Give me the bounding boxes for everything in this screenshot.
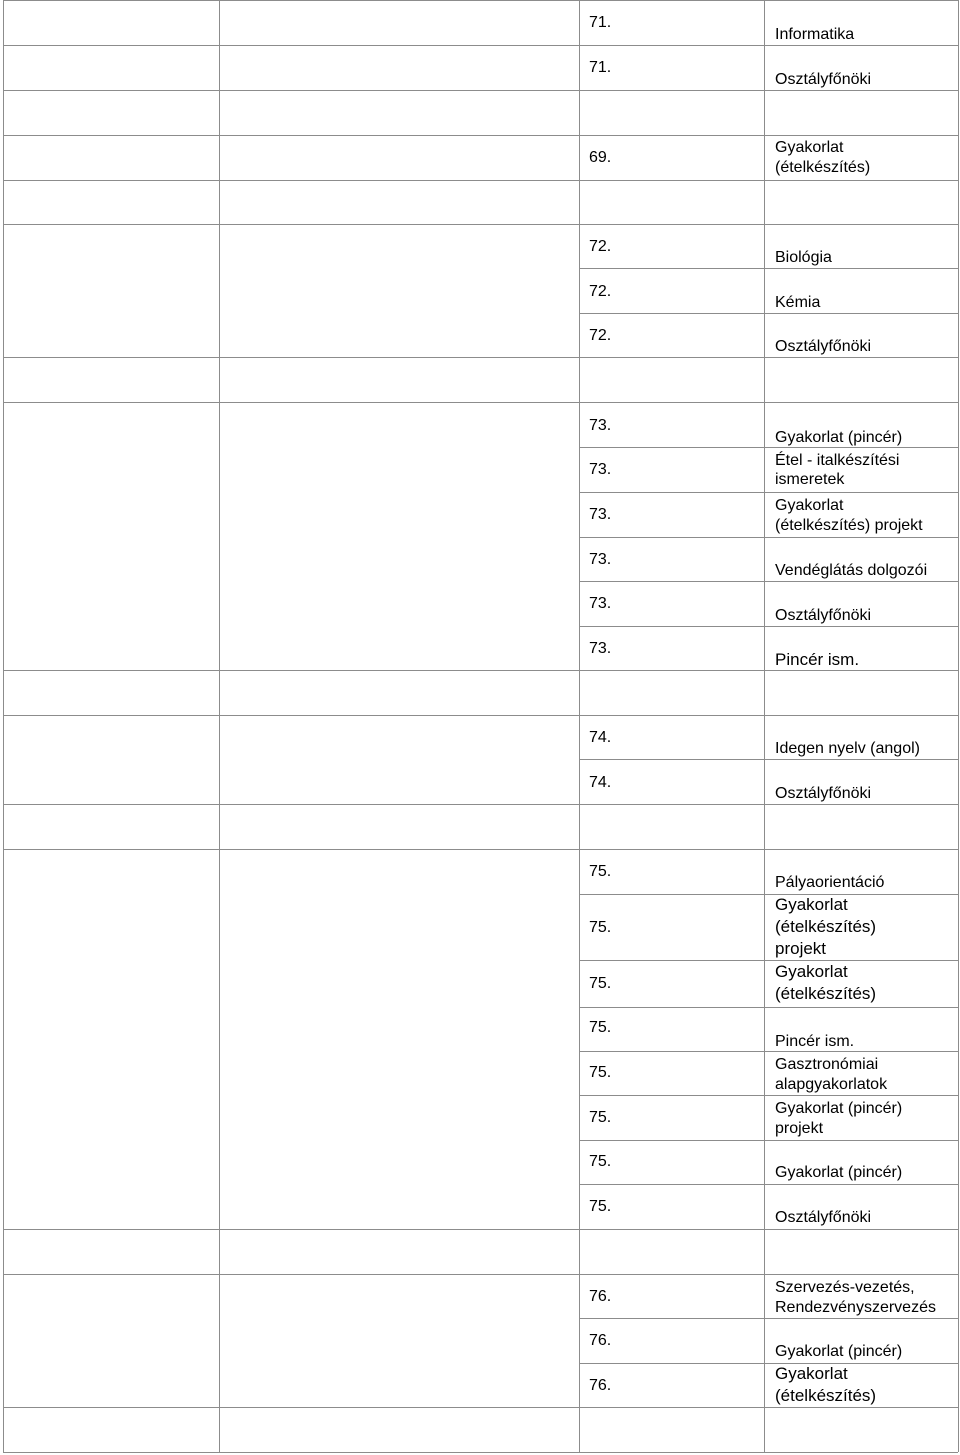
subject-cell: Pincér ism. (775, 1033, 855, 1050)
lesson-number: 73. (589, 506, 612, 523)
lesson-number: 75. (589, 863, 612, 880)
subject-cell: Gyakorlat (pincér) (775, 1343, 903, 1360)
lesson-number: 72. (589, 327, 612, 344)
subject-cell: Osztályfőnöki (775, 71, 872, 88)
subject-cell: Étel - italkészítési ismeretek (775, 452, 900, 488)
row-line (3, 670, 958, 671)
subject-cell: Osztályfőnöki (775, 338, 872, 355)
lesson-number: 73. (589, 640, 612, 657)
column-line (3, 0, 4, 1452)
row-line (579, 1318, 958, 1319)
row-line (3, 1452, 958, 1453)
column-line (219, 0, 220, 1452)
row-line (3, 1407, 958, 1408)
lesson-number: 73. (589, 417, 612, 434)
subject-cell: Pályaorientáció (775, 874, 885, 891)
subject-cell: Gyakorlat (ételkészítés) projekt (775, 497, 923, 534)
lesson-number: 75. (589, 1064, 612, 1081)
subject-cell: Pincér ism. (775, 650, 860, 669)
row-line (579, 759, 958, 760)
row-line (3, 402, 958, 403)
lesson-number: 75. (589, 1198, 612, 1215)
lesson-number: 74. (589, 774, 612, 791)
row-line (3, 1229, 958, 1230)
subject-cell: Osztályfőnöki (775, 1209, 872, 1226)
row-line (3, 90, 958, 91)
lesson-number: 72. (589, 238, 612, 255)
row-line (579, 268, 958, 269)
lesson-number: 71. (589, 14, 612, 31)
row-line (3, 804, 958, 805)
row-line (3, 224, 958, 225)
row-line (579, 1095, 958, 1096)
subject-cell: Vendéglátás dolgozói (775, 562, 928, 579)
schedule-table (3, 0, 958, 1452)
subject-cell: Osztályfőnöki (775, 607, 872, 624)
subject-cell: Gyakorlat (pincér) projekt (775, 1100, 903, 1137)
row-line (579, 894, 958, 895)
lesson-number: 69. (589, 149, 612, 166)
row-line (579, 626, 958, 627)
subject-cell: Kémia (775, 294, 821, 311)
row-line (3, 357, 958, 358)
lesson-number: 73. (589, 551, 612, 568)
lesson-number: 71. (589, 59, 612, 76)
row-line (579, 1007, 958, 1008)
lesson-number: 76. (589, 1288, 612, 1305)
lesson-number: 75. (589, 975, 612, 992)
row-line (3, 45, 958, 46)
lesson-number: 72. (589, 283, 612, 300)
lesson-number: 75. (589, 1019, 612, 1036)
column-line (958, 0, 959, 1452)
subject-cell: Biológia (775, 249, 832, 266)
row-line (3, 849, 958, 850)
row-line (579, 492, 958, 493)
subject-cell: Gyakorlat (ételkészítés) (775, 1364, 877, 1405)
row-line (579, 1051, 958, 1052)
lesson-number: 73. (589, 595, 612, 612)
row-line (579, 581, 958, 582)
subject-cell: Gyakorlat (pincér) (775, 429, 903, 446)
column-line (579, 0, 580, 1452)
row-line (3, 135, 958, 136)
subject-cell: Szervezés-vezetés, Rendezvényszervezés (775, 1279, 936, 1316)
subject-cell: Idegen nyelv (angol) (775, 740, 920, 757)
lesson-number: 75. (589, 919, 612, 936)
column-line (764, 0, 765, 1452)
row-line (579, 1363, 958, 1364)
subject-cell: Gyakorlat (ételkészítés) projekt (775, 895, 877, 958)
row-line (579, 313, 958, 314)
row-line (579, 1140, 958, 1141)
subject-cell: Informatika (775, 26, 855, 43)
row-line (579, 537, 958, 538)
row-line (579, 960, 958, 961)
subject-cell: Gyakorlat (ételkészítés) (775, 962, 877, 1003)
row-line (3, 1274, 958, 1275)
row-line (3, 180, 958, 181)
lesson-number: 76. (589, 1377, 612, 1394)
lesson-number: 73. (589, 461, 612, 478)
lesson-number: 76. (589, 1332, 612, 1349)
lesson-number: 75. (589, 1153, 612, 1170)
lesson-number: 74. (589, 729, 612, 746)
row-line (3, 715, 958, 716)
lesson-number: 75. (589, 1109, 612, 1126)
subject-cell: Gasztronómiai alapgyakorlatok (775, 1056, 888, 1093)
row-line (3, 0, 958, 1)
subject-cell: Osztályfőnöki (775, 785, 872, 802)
row-line (579, 1184, 958, 1185)
subject-cell: Gyakorlat (ételkészítés) (775, 139, 871, 176)
subject-cell: Gyakorlat (pincér) (775, 1164, 903, 1181)
